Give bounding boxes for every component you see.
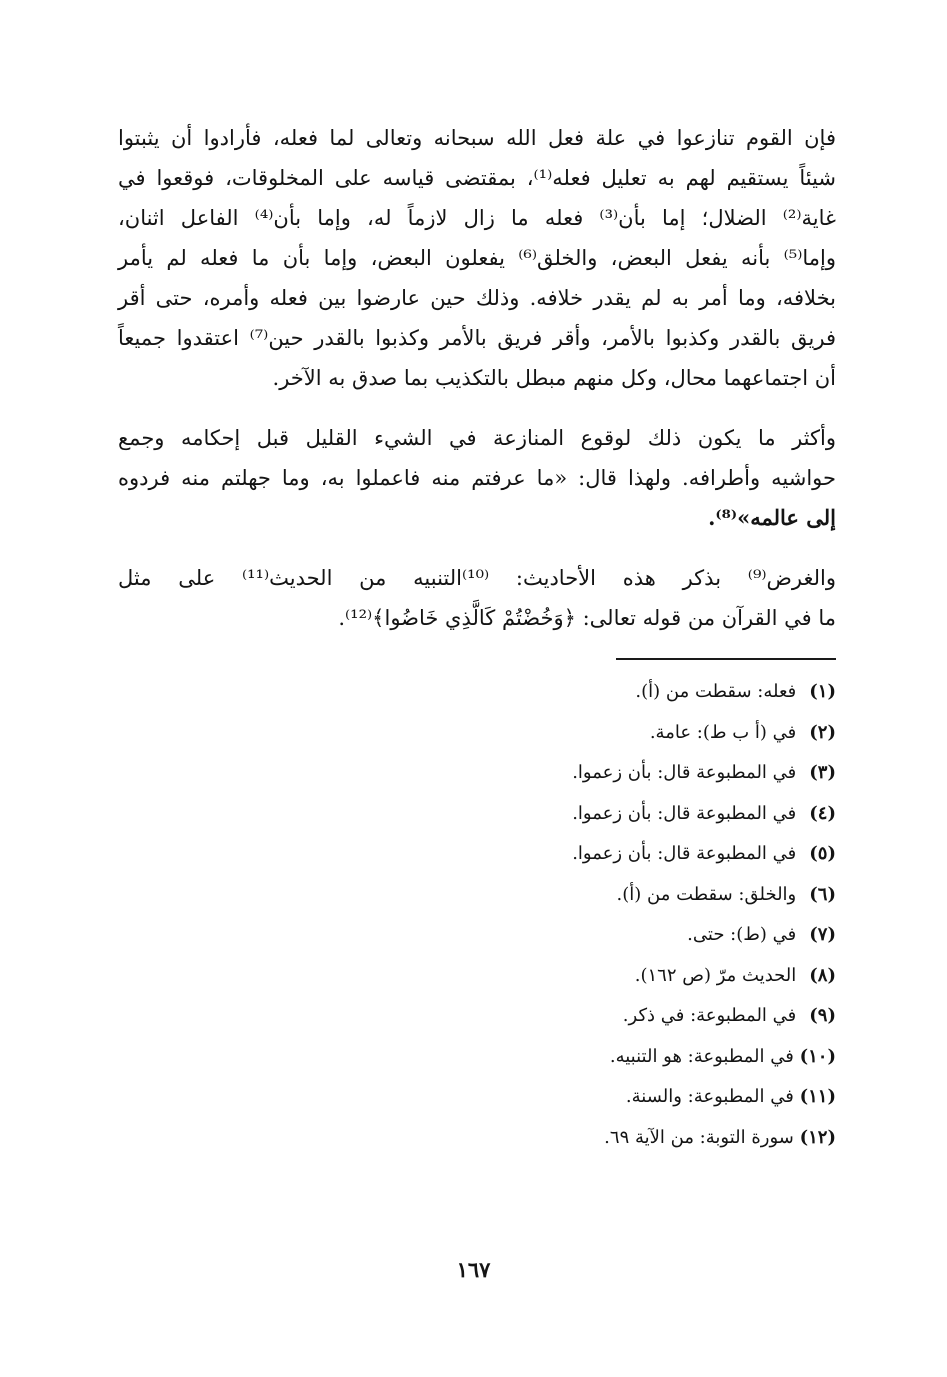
footnote-item: [118, 1037, 836, 1078]
paragraph-line: أن اجتماعهما محال، وكل منهم مبطل بالتكذيب بما صدق به الآخر.: [272, 366, 836, 390]
footnote-text: في (أ ب ط): عامة.: [649, 721, 797, 743]
paragraph-line: فإن القوم تنازعوا في علة فعل الله سبحانه وتعالى لما فعله، فأرادوا أن يثبتوا: [118, 126, 836, 150]
footnote-number: (٥): [809, 843, 836, 864]
footnote-number: (١٢): [799, 1126, 836, 1148]
footnote-divider: [616, 658, 836, 660]
footnote-number: (٩): [809, 1005, 836, 1026]
page-number: ١٦٧: [456, 1257, 491, 1282]
footnote-text: الحديث مرّ (ص ١٦٢).: [634, 964, 797, 986]
paragraph-line: وأكثر ما يكون ذلك لوقوع المنازعة في الشيء القليل قبل إحكامه وجمع: [118, 426, 836, 450]
footnote-number: (٢): [809, 721, 836, 743]
paragraph-1: [118, 118, 836, 398]
paragraph-line: شيئاً يستقيم لهم به تعليل فعله⁽¹⁾، بمقتضى قياسه على المخلوقات، فوقعوا في: [118, 166, 836, 190]
paragraph-line: غاية⁽²⁾ الضلال؛ إما بأن⁽³⁾ فعله ما زال لازماً له، وإما بأن⁽⁴⁾ الفاعل اثنان،: [118, 206, 836, 230]
footnote-text: في المطبوعة قال: بأن زعموا.: [572, 762, 797, 783]
page-body: [118, 118, 836, 1158]
footnote-item: [118, 753, 836, 794]
footnote-text: والخلق: سقطت من (أ).: [616, 883, 797, 905]
paragraph-line: إلى عالمه»⁽⁸⁾.: [708, 505, 836, 530]
footnote-number: (١٠): [799, 1045, 836, 1067]
footnote-number: (١): [809, 681, 836, 702]
paragraph-line: بخلافه، وما أمر به لم يقدر خلافه. وذلك حين عارضوا بين فعله وأمره، حتى أقر: [118, 286, 836, 310]
footnote-item: [118, 794, 836, 835]
footnote-item: [118, 875, 836, 916]
footnote-text: في المطبوعة: والسنة.: [625, 1086, 794, 1107]
footnote-text: في المطبوعة قال: بأن زعموا.: [572, 843, 797, 864]
footnote-text: في المطبوعة قال: بأن زعموا.: [572, 802, 797, 824]
footnote-text: في المطبوعة: في ذكر.: [622, 1005, 797, 1026]
footnotes-list: [118, 672, 836, 1158]
paragraph-line: وإما⁽⁵⁾ بأنه يفعل البعض، والخلق⁽⁶⁾ يفعلون البعض، وإما بأن ما فعله لم يأمر: [118, 246, 836, 270]
paragraph-line: حواشيه وأطرافه. ولهذا قال: «ما عرفتم منه فاعملوا به، وما جهلتم منه فردوه: [118, 466, 836, 490]
paragraph-line: فريق بالقدر وكذبوا بالأمر، وأقر فريق بالأمر وكذبوا بالقدر حين⁽⁷⁾ اعتقدوا جميعاً: [118, 326, 836, 350]
footnote-number: (٤): [809, 802, 836, 824]
footnote-item: [118, 1077, 836, 1118]
footnote-text: سورة التوبة: من الآية ٦٩.: [604, 1126, 794, 1148]
footnote-text: في المطبوعة: هو التنبيه.: [609, 1045, 794, 1067]
footnote-text: فعله: سقطت من (أ).: [635, 681, 797, 702]
paragraph-3: [118, 558, 836, 638]
footnote-item: [118, 1118, 836, 1159]
footnote-number: (٦): [809, 883, 836, 905]
footnote-text: في (ط): حتى.: [687, 924, 797, 945]
footnote-item: [118, 713, 836, 754]
footnote-item: [118, 915, 836, 956]
paragraph-line: والغرض⁽⁹⁾ بذكر هذه الأحاديث: ⁽¹⁰⁾التنبيه من الحديث⁽¹¹⁾ على مثل: [118, 566, 837, 590]
paragraph-line: ما في القرآن من قوله تعالى: ﴿وَخُضْتُمْ كَالَّذِي خَاضُوا﴾⁽¹²⁾.: [338, 606, 836, 630]
footnote-item: [118, 956, 836, 997]
footnote-number: (١١): [799, 1086, 836, 1107]
paragraph-2: [118, 418, 836, 538]
footnote-item: [118, 672, 836, 713]
footnote-number: (٧): [809, 924, 836, 945]
footnote-number: (٨): [809, 964, 836, 986]
footnote-number: (٣): [809, 762, 836, 783]
footnote-item: [118, 996, 836, 1037]
footnote-item: [118, 834, 836, 875]
